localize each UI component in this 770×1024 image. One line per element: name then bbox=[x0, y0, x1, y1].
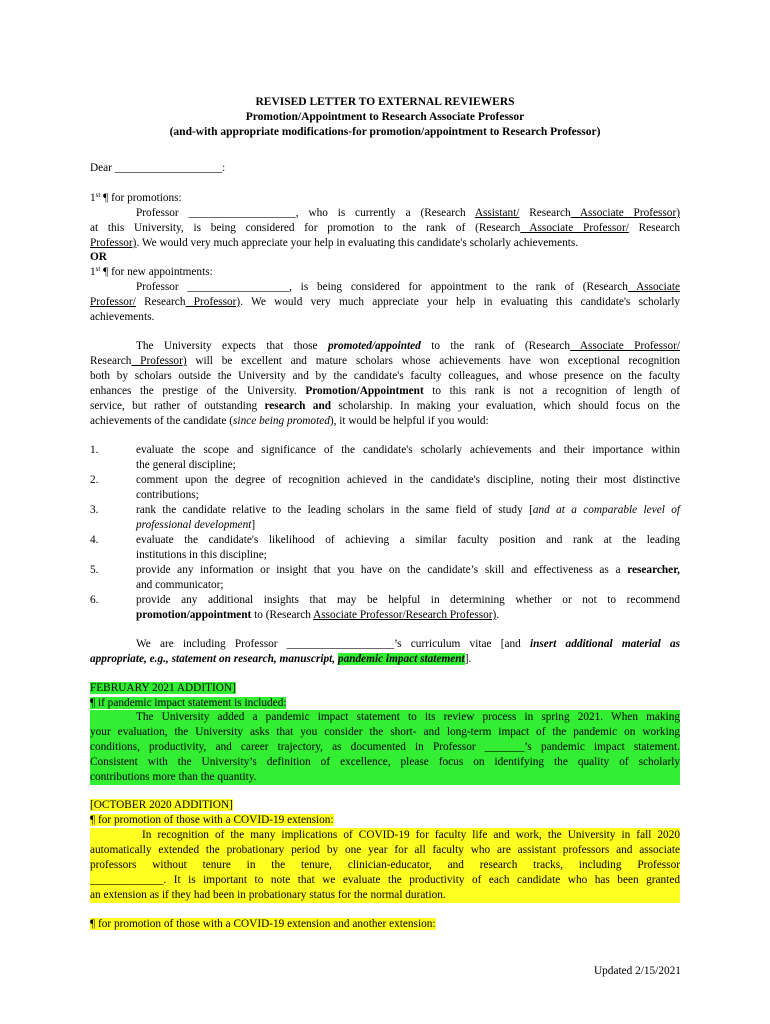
list-item-5-line-2: and communicator; bbox=[136, 579, 224, 591]
extension-sub-heading bbox=[90, 917, 436, 932]
promotions-line-3 bbox=[90, 236, 578, 251]
appointments-line-2 bbox=[90, 295, 680, 310]
list-item-6-line-1: provide any additional insights that may be helpful in determining whether or not to recommend bbox=[136, 594, 680, 606]
promotions-line-1 bbox=[136, 206, 680, 221]
list-item-number: 4. bbox=[90, 534, 99, 546]
text-run: scholarship. In making your evaluation, which should focus on the bbox=[331, 400, 680, 412]
text-run: . We would very much appreciate your help in evaluating this candidate's scholarly bbox=[240, 296, 680, 308]
list-item-number: 5. bbox=[90, 564, 99, 576]
text-run: Professor ___________________, who is currently a (Research bbox=[136, 207, 475, 219]
text-run: since being promoted bbox=[233, 415, 330, 427]
salutation: Dear ___________________: bbox=[90, 162, 226, 174]
text-run: Professor) bbox=[185, 296, 241, 308]
text-run: professional development bbox=[136, 519, 252, 531]
text-run: to the rank of (Research bbox=[420, 340, 571, 352]
text-run: . We would very much appreciate your help in evaluating this candidate's scholarly achievements. bbox=[136, 237, 579, 249]
text-run: service, but rather of outstanding bbox=[90, 400, 265, 412]
expect-line-2 bbox=[90, 354, 680, 369]
appointments-line-1 bbox=[136, 280, 680, 295]
text-run: Promotion/Appointment bbox=[305, 385, 424, 397]
text-run: insert additional material as bbox=[529, 638, 680, 650]
appointments-line-3: achievements. bbox=[90, 311, 155, 323]
list-item-6-line-2 bbox=[136, 608, 499, 623]
appointments-heading-text: ¶ for new appointments: bbox=[100, 266, 213, 278]
text-run: ¶ for promotion of those with a COVID-19 extension: bbox=[90, 814, 334, 826]
text-run: researcher, bbox=[627, 564, 680, 576]
expect-line-1 bbox=[136, 339, 680, 354]
document-subtitle: Promotion/Appointment to Research Associate Professor bbox=[245, 111, 525, 123]
feb-line-2: your evaluation, the University asks that you consider the short- and long-term impact of the pandemic on working bbox=[90, 726, 680, 738]
list-item-5-line-1 bbox=[136, 563, 680, 578]
text-run: Research bbox=[519, 207, 571, 219]
oct-addition-heading bbox=[90, 798, 233, 813]
oct-line-2: automatically extended the probationary period by one year for all faculty who are assistant professors and associate bbox=[90, 844, 680, 856]
promotions-heading bbox=[90, 191, 182, 206]
including-line-1 bbox=[136, 637, 680, 652]
list-item-number: 2. bbox=[90, 474, 99, 486]
text-run: Research bbox=[628, 222, 681, 234]
text-run: Associate Professor/Research Professor) bbox=[313, 609, 497, 621]
feb-line-3: conditions, productivity, and career trajectory, as documented in Professor _______’s pandemic impact statement. bbox=[90, 741, 680, 753]
text-run: Assistant/ bbox=[474, 207, 520, 219]
promotions-heading-text: ¶ for promotions: bbox=[100, 192, 182, 204]
text-run: enhances the prestige of the University. bbox=[90, 385, 306, 397]
text-run: appropriate, e.g., statement on research, manuscript, bbox=[90, 653, 338, 665]
expect-line-4 bbox=[90, 384, 680, 399]
oct-line-5: an extension as if they had been in probationary status for the normal duration. bbox=[90, 889, 446, 901]
appointments-heading-num: 1 bbox=[90, 266, 96, 278]
oct-line-4: _____________. It is important to note that we evaluate the productivity of each candidate who has been granted bbox=[90, 874, 680, 886]
text-run: Associate Professor) bbox=[570, 207, 680, 219]
text-run: and at a comparable level of bbox=[532, 504, 680, 516]
document-title: REVISED LETTER TO EXTERNAL REVIEWERS bbox=[255, 96, 515, 108]
text-run: We are including Professor ___________________’s curriculum vitae [and bbox=[136, 638, 530, 650]
list-item-2-line-1: comment upon the degree of recognition achieved in the candidate's discipline, noting their most distinctive bbox=[136, 474, 680, 486]
expect-line-3: both by scholars outside the University and by the candidate's faculty colleagues, and whose presence on the faculty bbox=[90, 370, 680, 382]
promotions-heading-num: 1 bbox=[90, 192, 96, 204]
text-run: Associate Professor/ bbox=[570, 340, 680, 352]
text-run: ), it would be helpful if you would: bbox=[329, 415, 489, 427]
expect-line-5 bbox=[90, 399, 680, 414]
text-run: Research bbox=[90, 355, 132, 367]
text-run: Associate Professor/ bbox=[520, 222, 629, 234]
oct-addition-sub bbox=[90, 813, 334, 828]
list-item-4-line-2: institutions in this discipline; bbox=[136, 549, 267, 561]
text-run: ] bbox=[251, 519, 256, 531]
text-run: at this University, is being considered for promotion to the rank of (Research bbox=[90, 222, 521, 234]
text-run: Professor/ bbox=[90, 296, 136, 308]
feb-line-5: contributions more than the quantity. bbox=[90, 771, 257, 783]
text-run: rank the candidate relative to the leading scholars in the same field of study [ bbox=[136, 504, 533, 516]
text-run: [OCTOBER 2020 ADDITION] bbox=[90, 799, 233, 811]
feb-line-1: The University added a pandemic impact statement to its review process in spring 2021. When making bbox=[136, 711, 680, 723]
document-subtitle-2: (and-with appropriate modifications-for promotion/appointment to Research Professor) bbox=[169, 126, 601, 138]
text-run: The University expects that those bbox=[136, 340, 328, 352]
text-run: to (Research bbox=[251, 609, 314, 621]
text-run: ]. bbox=[464, 653, 472, 665]
oct-line-3: professors without tenure in the tenure, clinician-educator, and research tracks, including Professor bbox=[90, 859, 680, 871]
feb-addition-sub bbox=[90, 696, 286, 711]
list-item-4-line-1: evaluate the candidate's likelihood of achieving a similar faculty position and rank at the leading bbox=[136, 534, 680, 546]
text-run: research and bbox=[264, 400, 332, 412]
text-run: provide any information or insight that you have on the candidate’s skill and effectiveness as a bbox=[136, 564, 628, 576]
list-item-1-line-2: the general discipline; bbox=[136, 459, 236, 471]
text-run: to this rank is not a recognition of length of bbox=[423, 385, 680, 397]
text-run: Professor) bbox=[131, 355, 187, 367]
text-run: Research bbox=[135, 296, 186, 308]
oct-line-1: In recognition of the many implications of COVID-19 for faculty life and work, the University in fall 2020 bbox=[142, 829, 680, 841]
appointments-heading bbox=[90, 265, 213, 280]
list-item-3-line-2 bbox=[136, 518, 255, 533]
list-item-3-line-1 bbox=[136, 503, 680, 518]
text-run: achievements of the candidate ( bbox=[90, 415, 234, 427]
text-run: FEBRUARY 2021 ADDITION] bbox=[90, 682, 236, 694]
text-run: pandemic impact statement bbox=[337, 653, 465, 665]
footer-updated-date: Updated 2/15/2021 bbox=[594, 965, 681, 977]
text-run: ¶ if pandemic impact statement is included: bbox=[90, 697, 287, 709]
text-run: promotion/appointment bbox=[136, 609, 252, 621]
list-item-number: 3. bbox=[90, 504, 99, 516]
including-line-2 bbox=[90, 652, 471, 667]
feb-line-4: Consistent with the University’s definition of excellence, please focus on identifying the quality of scholarly bbox=[90, 756, 680, 768]
text-run: Associate bbox=[627, 281, 680, 293]
or-label: OR bbox=[90, 251, 107, 263]
text-run: Professor) bbox=[90, 237, 137, 249]
list-item-2-line-2: contributions; bbox=[136, 489, 199, 501]
list-item-1-line-1: evaluate the scope and significance of the candidate's scholarly achievements and their importance within bbox=[136, 444, 680, 456]
promotions-heading-sup: st bbox=[95, 191, 101, 199]
list-item-number: 6. bbox=[90, 594, 99, 606]
appointments-heading-sup: st bbox=[95, 265, 101, 273]
text-run: Professor __________________, is being considered for appointment to the rank of (Research bbox=[136, 281, 628, 293]
expect-line-6 bbox=[90, 414, 489, 429]
text-run: promoted/appointed bbox=[327, 340, 421, 352]
text-run: . bbox=[496, 609, 500, 621]
promotions-line-2 bbox=[90, 221, 680, 236]
feb-addition-heading bbox=[90, 681, 236, 696]
text-run: will be excellent and mature scholars whose achievements have won exceptional recognition bbox=[186, 355, 680, 367]
text-run: ¶ for promotion of those with a COVID-19 extension and another extension: bbox=[90, 918, 436, 930]
list-item-number: 1. bbox=[90, 444, 99, 456]
